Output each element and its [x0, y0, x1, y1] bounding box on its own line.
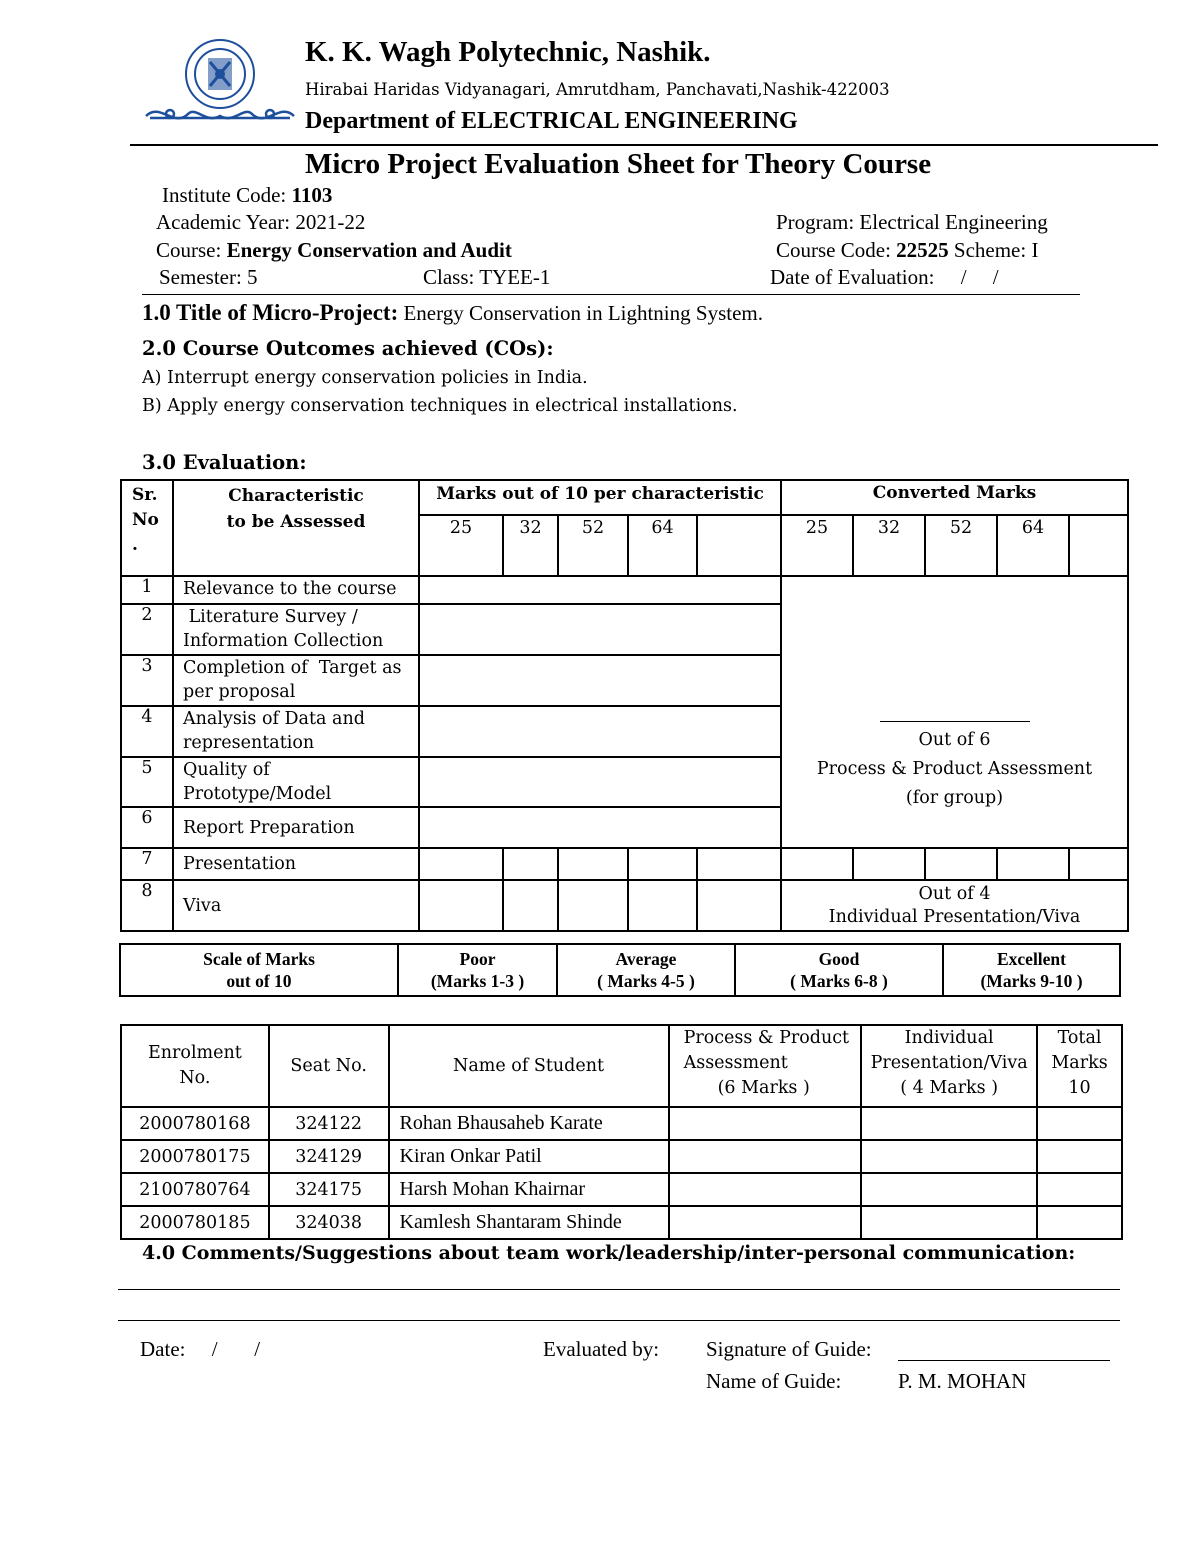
total-marks-cell[interactable] — [1037, 1107, 1122, 1140]
course-outcomes-title: 2.0 Course Outcomes achieved (COs): — [142, 337, 554, 360]
seat-number: 324038 — [269, 1206, 389, 1239]
marks-cell[interactable] — [419, 604, 781, 655]
header-total-marks: Total Marks 10 — [1037, 1025, 1122, 1107]
header-characteristic: Characteristic to be Assessed — [173, 480, 419, 576]
marks-cell[interactable] — [558, 880, 628, 931]
converted-col-extra — [1069, 515, 1128, 576]
converted-col-64: 64 — [997, 515, 1069, 576]
header-process-product: Process & Product Assessment (6 Marks ) — [669, 1025, 862, 1107]
course-outcome-b: B) Apply energy conservation techniques in electrical installations. — [142, 396, 738, 416]
criterion-relevance: Relevance to the course — [173, 576, 419, 604]
scale-average: Average ( Marks 4-5 ) — [557, 944, 735, 996]
marks-cell[interactable] — [697, 880, 781, 931]
seat-number: 324175 — [269, 1173, 389, 1206]
comments-title: 4.0 Comments/Suggestions about team work/leadership/inter-personal communication: — [142, 1242, 1076, 1264]
header-student-name: Name of Student — [389, 1025, 669, 1107]
project-title-row: 1.0 Title of Micro-Project: Energy Conservation in Lightning System. — [142, 300, 763, 325]
row-number: 2 — [121, 604, 173, 655]
info-divider — [142, 294, 1080, 295]
academic-year: Academic Year: 2021-22 — [156, 210, 366, 234]
row-number: 7 — [121, 848, 173, 880]
process-product-marks-cell[interactable] — [669, 1173, 862, 1206]
criterion-analysis: Analysis of Data and representation — [173, 706, 419, 757]
sheet-title: Micro Project Evaluation Sheet for Theory Course — [305, 148, 932, 180]
process-product-marks-cell[interactable] — [669, 1107, 862, 1140]
marks-cell[interactable] — [419, 655, 781, 706]
process-product-marks-cell[interactable] — [669, 1206, 862, 1239]
institute-code: Institute Code: 1103 — [162, 183, 333, 207]
row-number: 6 — [121, 807, 173, 848]
row-number: 3 — [121, 655, 173, 706]
process-product-assessment-note: Out of 6 Process & Product Assessment (for group) — [781, 576, 1128, 848]
signature-label: Signature of Guide: — [706, 1337, 872, 1361]
converted-col-52: 52 — [925, 515, 997, 576]
course-outcome-a: A) Interrupt energy conservation policies in India. — [142, 368, 588, 388]
student-name: Kamlesh Shantaram Shinde — [389, 1206, 669, 1239]
individual-viva-note: Out of 4 Individual Presentation/Viva — [781, 880, 1128, 931]
marks-col-25: 25 — [419, 515, 503, 576]
institute-logo — [140, 36, 300, 128]
criterion-viva: Viva — [173, 880, 419, 931]
total-marks-cell[interactable] — [1037, 1206, 1122, 1239]
institute-address: Hirabai Haridas Vidyanagari, Amrutdham, Panchavati,Nashik-422003 — [305, 80, 890, 99]
converted-cell[interactable] — [925, 848, 997, 880]
marks-cell[interactable] — [419, 706, 781, 757]
individual-viva-marks-cell[interactable] — [861, 1107, 1037, 1140]
row-number: 8 — [121, 880, 173, 931]
marks-cell[interactable] — [503, 880, 558, 931]
guide-name-label: Name of Guide: — [706, 1369, 842, 1393]
institute-name: K. K. Wagh Polytechnic, Nashik. — [305, 36, 711, 68]
evaluation-table — [120, 479, 1129, 932]
class: Class: TYEE-1 — [423, 265, 551, 289]
student-name: Rohan Bhausaheb Karate — [389, 1107, 669, 1140]
converted-col-32: 32 — [853, 515, 925, 576]
marks-cell[interactable] — [419, 848, 503, 880]
process-product-marks-cell[interactable] — [669, 1140, 862, 1173]
header-marks: Marks out of 10 per characteristic — [419, 480, 781, 515]
header-seat-no: Seat No. — [269, 1025, 389, 1107]
converted-cell[interactable] — [1069, 848, 1128, 880]
student-name: Kiran Onkar Patil — [389, 1140, 669, 1173]
header-converted-marks: Converted Marks — [781, 480, 1128, 515]
marks-cell[interactable] — [697, 848, 781, 880]
row-number: 5 — [121, 757, 173, 807]
marks-cell[interactable] — [419, 757, 781, 807]
program: Program: Electrical Engineering — [776, 210, 1048, 234]
department-name: Department of ELECTRICAL ENGINEERING — [305, 108, 798, 134]
total-marks-cell[interactable] — [1037, 1173, 1122, 1206]
table-row — [121, 1206, 1122, 1239]
marks-cell[interactable] — [419, 807, 781, 848]
converted-cell[interactable] — [853, 848, 925, 880]
marks-cell[interactable] — [503, 848, 558, 880]
evaluated-by: Evaluated by: — [543, 1337, 660, 1361]
converted-cell[interactable] — [781, 848, 853, 880]
course-code: Course Code: 22525 Scheme: I — [776, 238, 1039, 262]
header-enrolment: Enrolment No. — [121, 1025, 269, 1107]
table-row — [121, 1173, 1122, 1206]
enrolment-number: 2000780175 — [121, 1140, 269, 1173]
table-row — [121, 1140, 1122, 1173]
individual-viva-marks-cell[interactable] — [861, 1140, 1037, 1173]
row-number: 4 — [121, 706, 173, 757]
scale-good: Good ( Marks 6-8 ) — [735, 944, 943, 996]
scale-excellent: Excellent (Marks 9-10 ) — [943, 944, 1120, 996]
comment-line[interactable] — [118, 1320, 1120, 1321]
marks-cell[interactable] — [628, 848, 697, 880]
evaluation-title: 3.0 Evaluation: — [142, 451, 307, 474]
course: Course: Energy Conservation and Audit — [156, 238, 512, 262]
criterion-literature-survey: Literature Survey / Information Collection — [173, 604, 419, 655]
header-divider — [130, 144, 1158, 146]
converted-cell[interactable] — [997, 848, 1069, 880]
comment-line[interactable] — [118, 1289, 1120, 1290]
criterion-presentation: Presentation — [173, 848, 419, 880]
marks-cell[interactable] — [558, 848, 628, 880]
marks-cell[interactable] — [628, 880, 697, 931]
guide-name: P. M. MOHAN — [898, 1369, 1027, 1393]
criterion-report: Report Preparation — [173, 807, 419, 848]
row-number: 1 — [121, 576, 173, 604]
marks-col-64: 64 — [628, 515, 697, 576]
scale-poor: Poor (Marks 1-3 ) — [398, 944, 557, 996]
semester: Semester: 5 — [159, 265, 258, 289]
individual-viva-marks-cell[interactable] — [861, 1206, 1037, 1239]
student-marks-table — [120, 1024, 1123, 1240]
total-marks-cell[interactable] — [1037, 1140, 1122, 1173]
date-of-evaluation: Date of Evaluation: / / — [770, 265, 999, 289]
marks-col-32: 32 — [503, 515, 558, 576]
scale-label: Scale of Marks out of 10 — [120, 944, 398, 996]
marks-col-52: 52 — [558, 515, 628, 576]
table-row — [121, 1107, 1122, 1140]
converted-col-25: 25 — [781, 515, 853, 576]
enrolment-number: 2000780168 — [121, 1107, 269, 1140]
signature-line[interactable] — [898, 1360, 1110, 1361]
header-individual-viva: Individual Presentation/Viva ( 4 Marks ) — [861, 1025, 1037, 1107]
seat-number: 324122 — [269, 1107, 389, 1140]
individual-viva-marks-cell[interactable] — [861, 1173, 1037, 1206]
criterion-quality: Quality of Prototype/Model — [173, 757, 419, 807]
scale-of-marks-table — [119, 943, 1121, 997]
footer-date: Date: / / — [140, 1337, 261, 1361]
enrolment-number: 2100780764 — [121, 1173, 269, 1206]
enrolment-number: 2000780185 — [121, 1206, 269, 1239]
seat-number: 324129 — [269, 1140, 389, 1173]
criterion-completion: Completion of Target as per proposal — [173, 655, 419, 706]
marks-cell[interactable] — [419, 576, 781, 604]
marks-cell[interactable] — [419, 880, 503, 931]
student-name: Harsh Mohan Khairnar — [389, 1173, 669, 1206]
marks-col-extra — [697, 515, 781, 576]
header-sr-no: Sr. No . — [121, 480, 173, 576]
